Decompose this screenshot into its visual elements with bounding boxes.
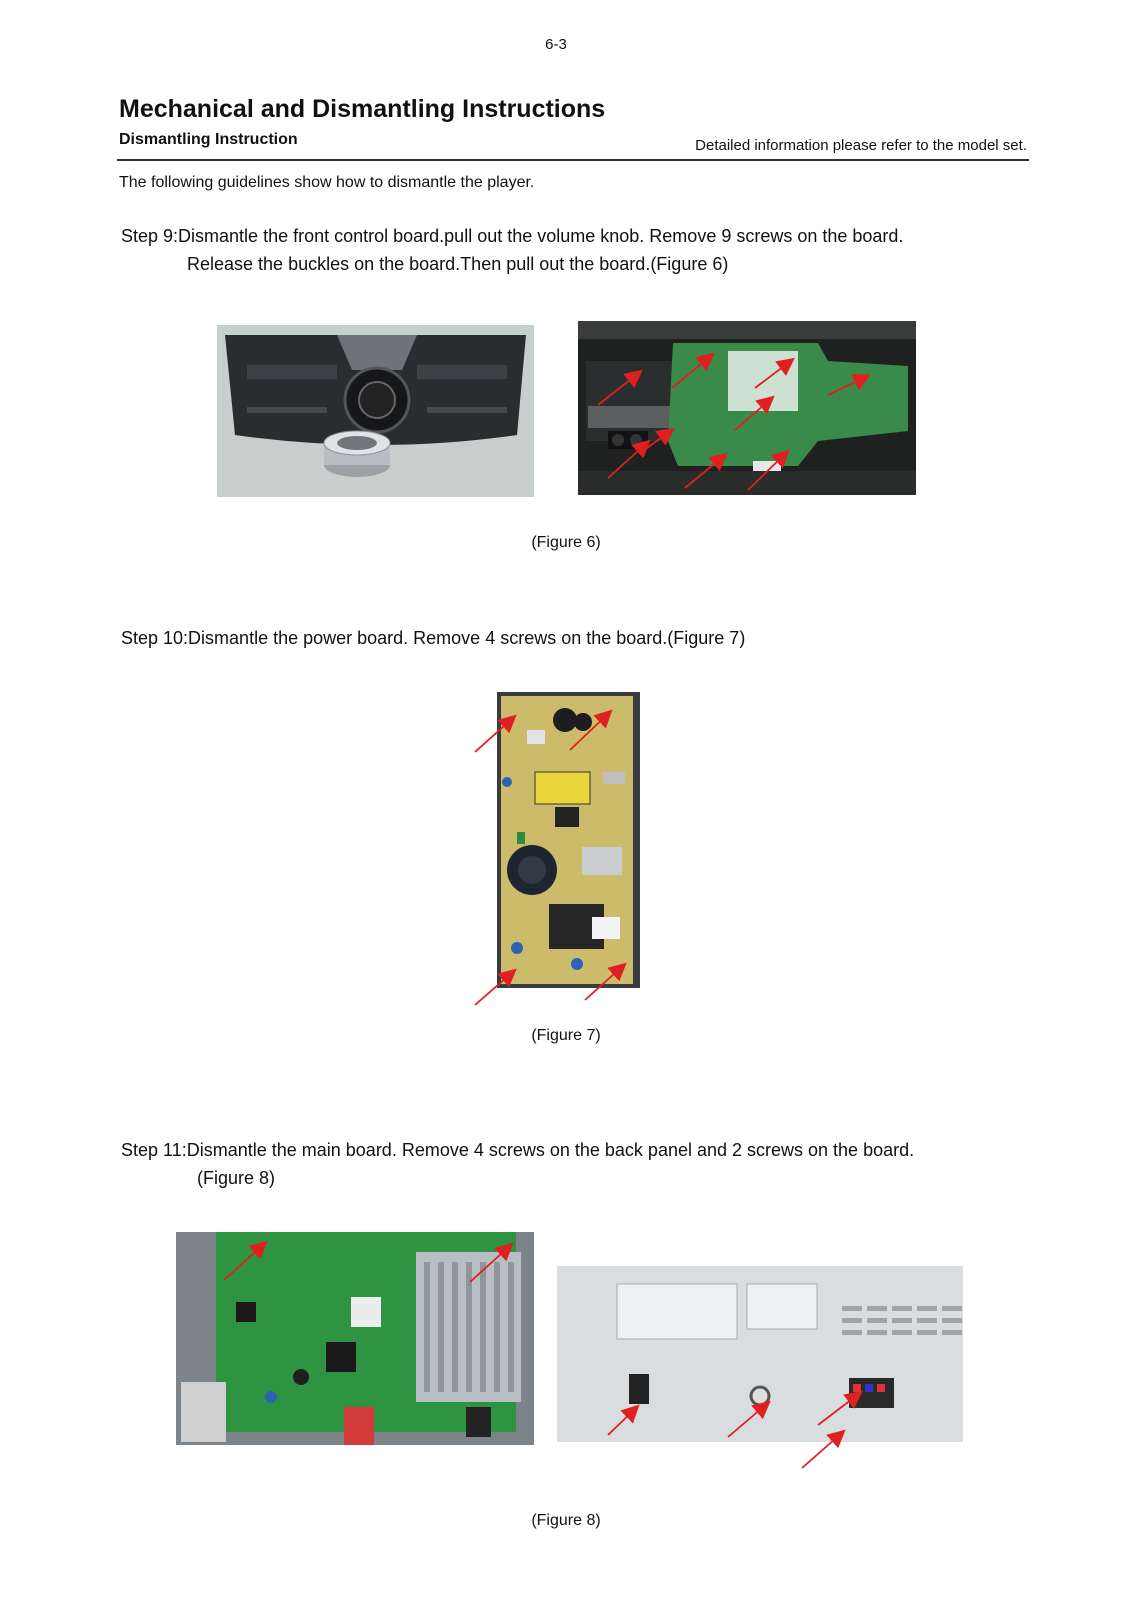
arrow-icon [585, 965, 624, 1000]
step-11-line-2: (Figure 8) [197, 1168, 276, 1188]
figure-6-caption: (Figure 6) [531, 534, 601, 551]
step-11-line-1: Step 11:Dismantle the main board. Remove 4 screws on the back panel and 2 screws on the board. [121, 1140, 915, 1160]
arrow-icon [685, 455, 725, 488]
page-number: 6-3 [545, 36, 567, 53]
arrow-icon [735, 398, 772, 430]
arrow-icon [728, 1403, 768, 1437]
arrow-icon [802, 1432, 843, 1468]
arrow-icon [608, 442, 648, 478]
figure-8-caption: (Figure 8) [531, 1512, 601, 1529]
arrow-icon [748, 452, 787, 490]
arrow-icon [672, 355, 712, 388]
arrow-icon [818, 1393, 860, 1425]
arrow-icon [475, 971, 514, 1005]
figure-7-caption: (Figure 7) [531, 1027, 601, 1044]
arrow-icon [224, 1243, 265, 1280]
reference-note: Detailed information please refer to the model set. [695, 137, 1027, 154]
arrow-icon [608, 1407, 637, 1435]
arrow-icon [570, 712, 610, 750]
arrow-icon [598, 372, 640, 405]
arrow-icon [475, 717, 514, 752]
arrow-icon [828, 376, 868, 395]
arrow-icon [755, 360, 792, 388]
step-9-line-1: Step 9:Dismantle the front control board.pull out the volume knob. Remove 9 screws on the board. [121, 226, 904, 246]
step-9-line-2: Release the buckles on the board.Then pull out the board.(Figure 6) [187, 254, 729, 274]
step-10-line-1: Step 10:Dismantle the power board. Remove 4 screws on the board.(Figure 7) [121, 628, 746, 648]
intro-text: The following guidelines show how to dismantle the player. [119, 174, 535, 191]
page-title: Mechanical and Dismantling Instructions [119, 95, 606, 123]
arrow-icon [640, 430, 672, 453]
section-subtitle: Dismantling Instruction [119, 131, 298, 148]
arrow-icon [470, 1245, 511, 1282]
